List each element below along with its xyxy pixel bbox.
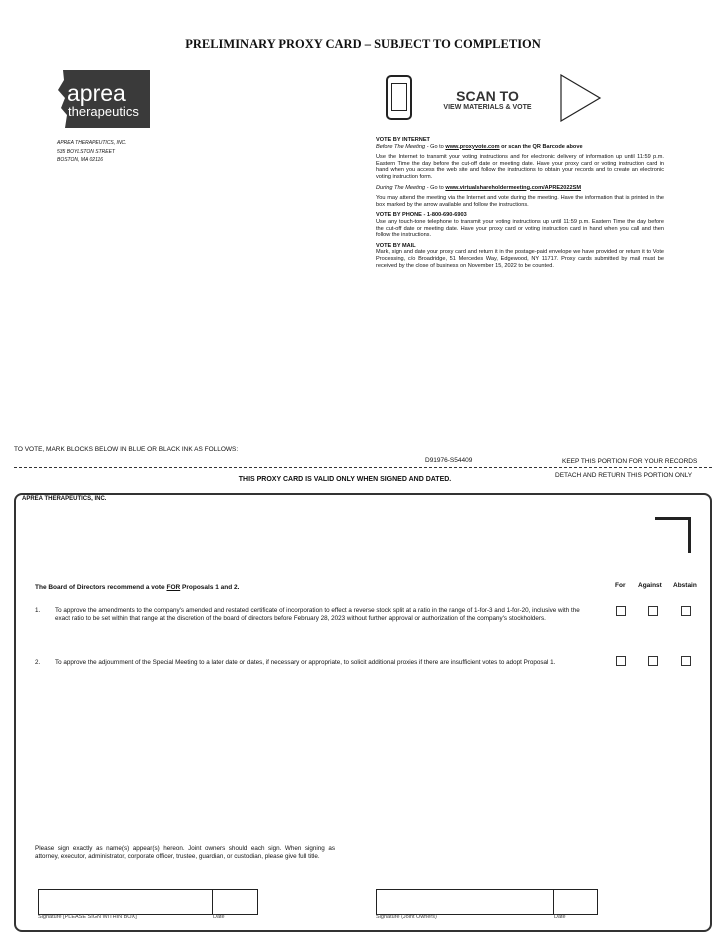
proposal-2-for-checkbox[interactable]	[616, 656, 626, 666]
proposal-number: 2.	[35, 659, 41, 666]
board-recommendation	[35, 584, 239, 591]
column-for: For	[615, 582, 626, 589]
signature-box[interactable]	[38, 889, 213, 915]
proposal-2	[35, 659, 595, 667]
address-line: APREA THERAPEUTICS, INC.	[57, 140, 127, 146]
company-address	[57, 139, 127, 165]
address-line: 535 BOYLSTON STREET	[57, 148, 115, 155]
mail-heading: VOTE BY MAIL	[376, 242, 416, 249]
date-box[interactable]	[212, 889, 258, 915]
mail-body: Mark, sign and date your proxy card and return it in the postage-paid envelope we have provided or return it to Vote Processing, c/o Broadridge, 51 Mercedes Way, Edgewood, NY 11717. Proxy cards submitted by mail must be received by the close of business on November 15, 2022 to be counted.	[376, 249, 664, 269]
proposal-1-against-checkbox[interactable]	[648, 606, 658, 616]
keep-portion-label: KEEP THIS PORTION FOR YOUR RECORDS	[562, 458, 698, 465]
proposal-1-abstain-checkbox[interactable]	[681, 606, 691, 616]
corner-mark	[655, 517, 691, 553]
svg-text:therapeutics: therapeutics	[68, 104, 139, 119]
valid-notice: THIS PROXY CARD IS VALID ONLY WHEN SIGNED AND DATED.	[238, 476, 452, 483]
scan-title: SCAN TO	[456, 88, 519, 104]
proxyvote-link[interactable]: www.proxyvote.com	[445, 143, 500, 150]
date-label: Date	[213, 914, 225, 920]
text: - Go to	[425, 184, 446, 191]
text: - Go to	[425, 143, 446, 150]
proposal-number: 1.	[35, 607, 41, 614]
address-line: BOSTON, MA 02116	[57, 157, 104, 163]
during-label: During The Meeting	[376, 184, 426, 191]
scan-subtitle: VIEW MATERIALS & VOTE	[443, 104, 532, 111]
proposal-text: To approve the adjournment of the Special Meeting to a later date or dates, if necessary or appropriate, to solicit additional proxies if there are insufficient votes to adopt Proposal 1.	[55, 659, 556, 666]
column-against: Against	[638, 582, 662, 589]
proxy-card-box	[14, 493, 712, 932]
svg-text:aprea: aprea	[67, 80, 126, 106]
proposal-1	[35, 607, 595, 623]
phone-heading: VOTE BY PHONE - 1-800-690-6903	[376, 212, 467, 219]
text: or scan the QR Barcode above	[499, 143, 583, 150]
proposal-2-abstain-checkbox[interactable]	[681, 656, 691, 666]
control-code: D91976-S54409	[425, 457, 473, 464]
virtual-meeting-link[interactable]: www.virtualshareholdermeeting.com/APRE2022SM	[445, 184, 581, 191]
text: FOR	[166, 584, 181, 591]
during-body: You may attend the meeting via the Internet and vote during the meeting. Have the information that is printed in the box marked by the arrow available and follow the instructions.	[376, 195, 664, 208]
joint-signature-label: Signature (Joint Owners)	[376, 914, 437, 920]
joint-date-label: Date	[554, 914, 566, 920]
joint-signature-box[interactable]	[376, 889, 554, 915]
proposal-2-against-checkbox[interactable]	[648, 656, 658, 666]
internet-body: Use the Internet to transmit your voting instructions and for electronic delivery of information up until 11:59 p.m. Eastern Time the day before the cut-off date or meeting date. Have your proxy card or voting instruction card in hand when you access the web site and follow the instructions to obtain your records and to create an electronic voting instruction form.	[376, 154, 664, 180]
joint-date-box[interactable]	[553, 889, 598, 915]
before-label: Before The Meeting	[376, 143, 426, 150]
to-vote-instruction: TO VOTE, MARK BLOCKS BELOW IN BLUE OR BLACK INK AS FOLLOWS:	[14, 446, 239, 453]
company-logo	[55, 70, 150, 128]
text: Proposals 1 and 2.	[180, 584, 240, 591]
card-company: APREA THERAPEUTICS, INC.	[22, 496, 107, 502]
text: The Board of Directors recommend a vote	[35, 584, 167, 591]
proposal-text: To approve the amendments to the company's amended and restated certificate of incorporation to effect a reverse stock split at a ratio in the range of 1-for-3 and 1-for-20, inclusive with the exact ratio to be set within that range at the discretion of the board of directors before February 28, 2023 without further approval or authorization of the company's stockholders.	[55, 607, 580, 622]
signing-note: Please sign exactly as name(s) appear(s) hereon. Joint owners should each sign. When signing as attorney, executor, administrator, corporate officer, trustee, guardian, or custodian, please give full title.	[35, 845, 335, 860]
voting-instructions	[376, 137, 664, 273]
column-abstain: Abstain	[673, 582, 697, 589]
smartphone-icon	[386, 75, 412, 120]
scan-prompt	[430, 88, 545, 111]
detach-line	[14, 467, 712, 468]
phone-body: Use any touch-tone telephone to transmit your voting instructions up until 11:59 p.m. Eastern Time the day before the cut-off date or meeting date. Have your proxy card or voting instruction card in hand when you call and then follow the instructions.	[376, 218, 664, 239]
proposal-1-for-checkbox[interactable]	[616, 606, 626, 616]
internet-heading: VOTE BY INTERNET	[376, 137, 430, 143]
arrow-triangle-icon	[560, 74, 602, 122]
page-title: PRELIMINARY PROXY CARD – SUBJECT TO COMPLETION	[185, 37, 541, 51]
detach-label: DETACH AND RETURN THIS PORTION ONLY	[555, 472, 693, 479]
signature-label: Signature [PLEASE SIGN WITHIN BOX]	[38, 914, 137, 920]
